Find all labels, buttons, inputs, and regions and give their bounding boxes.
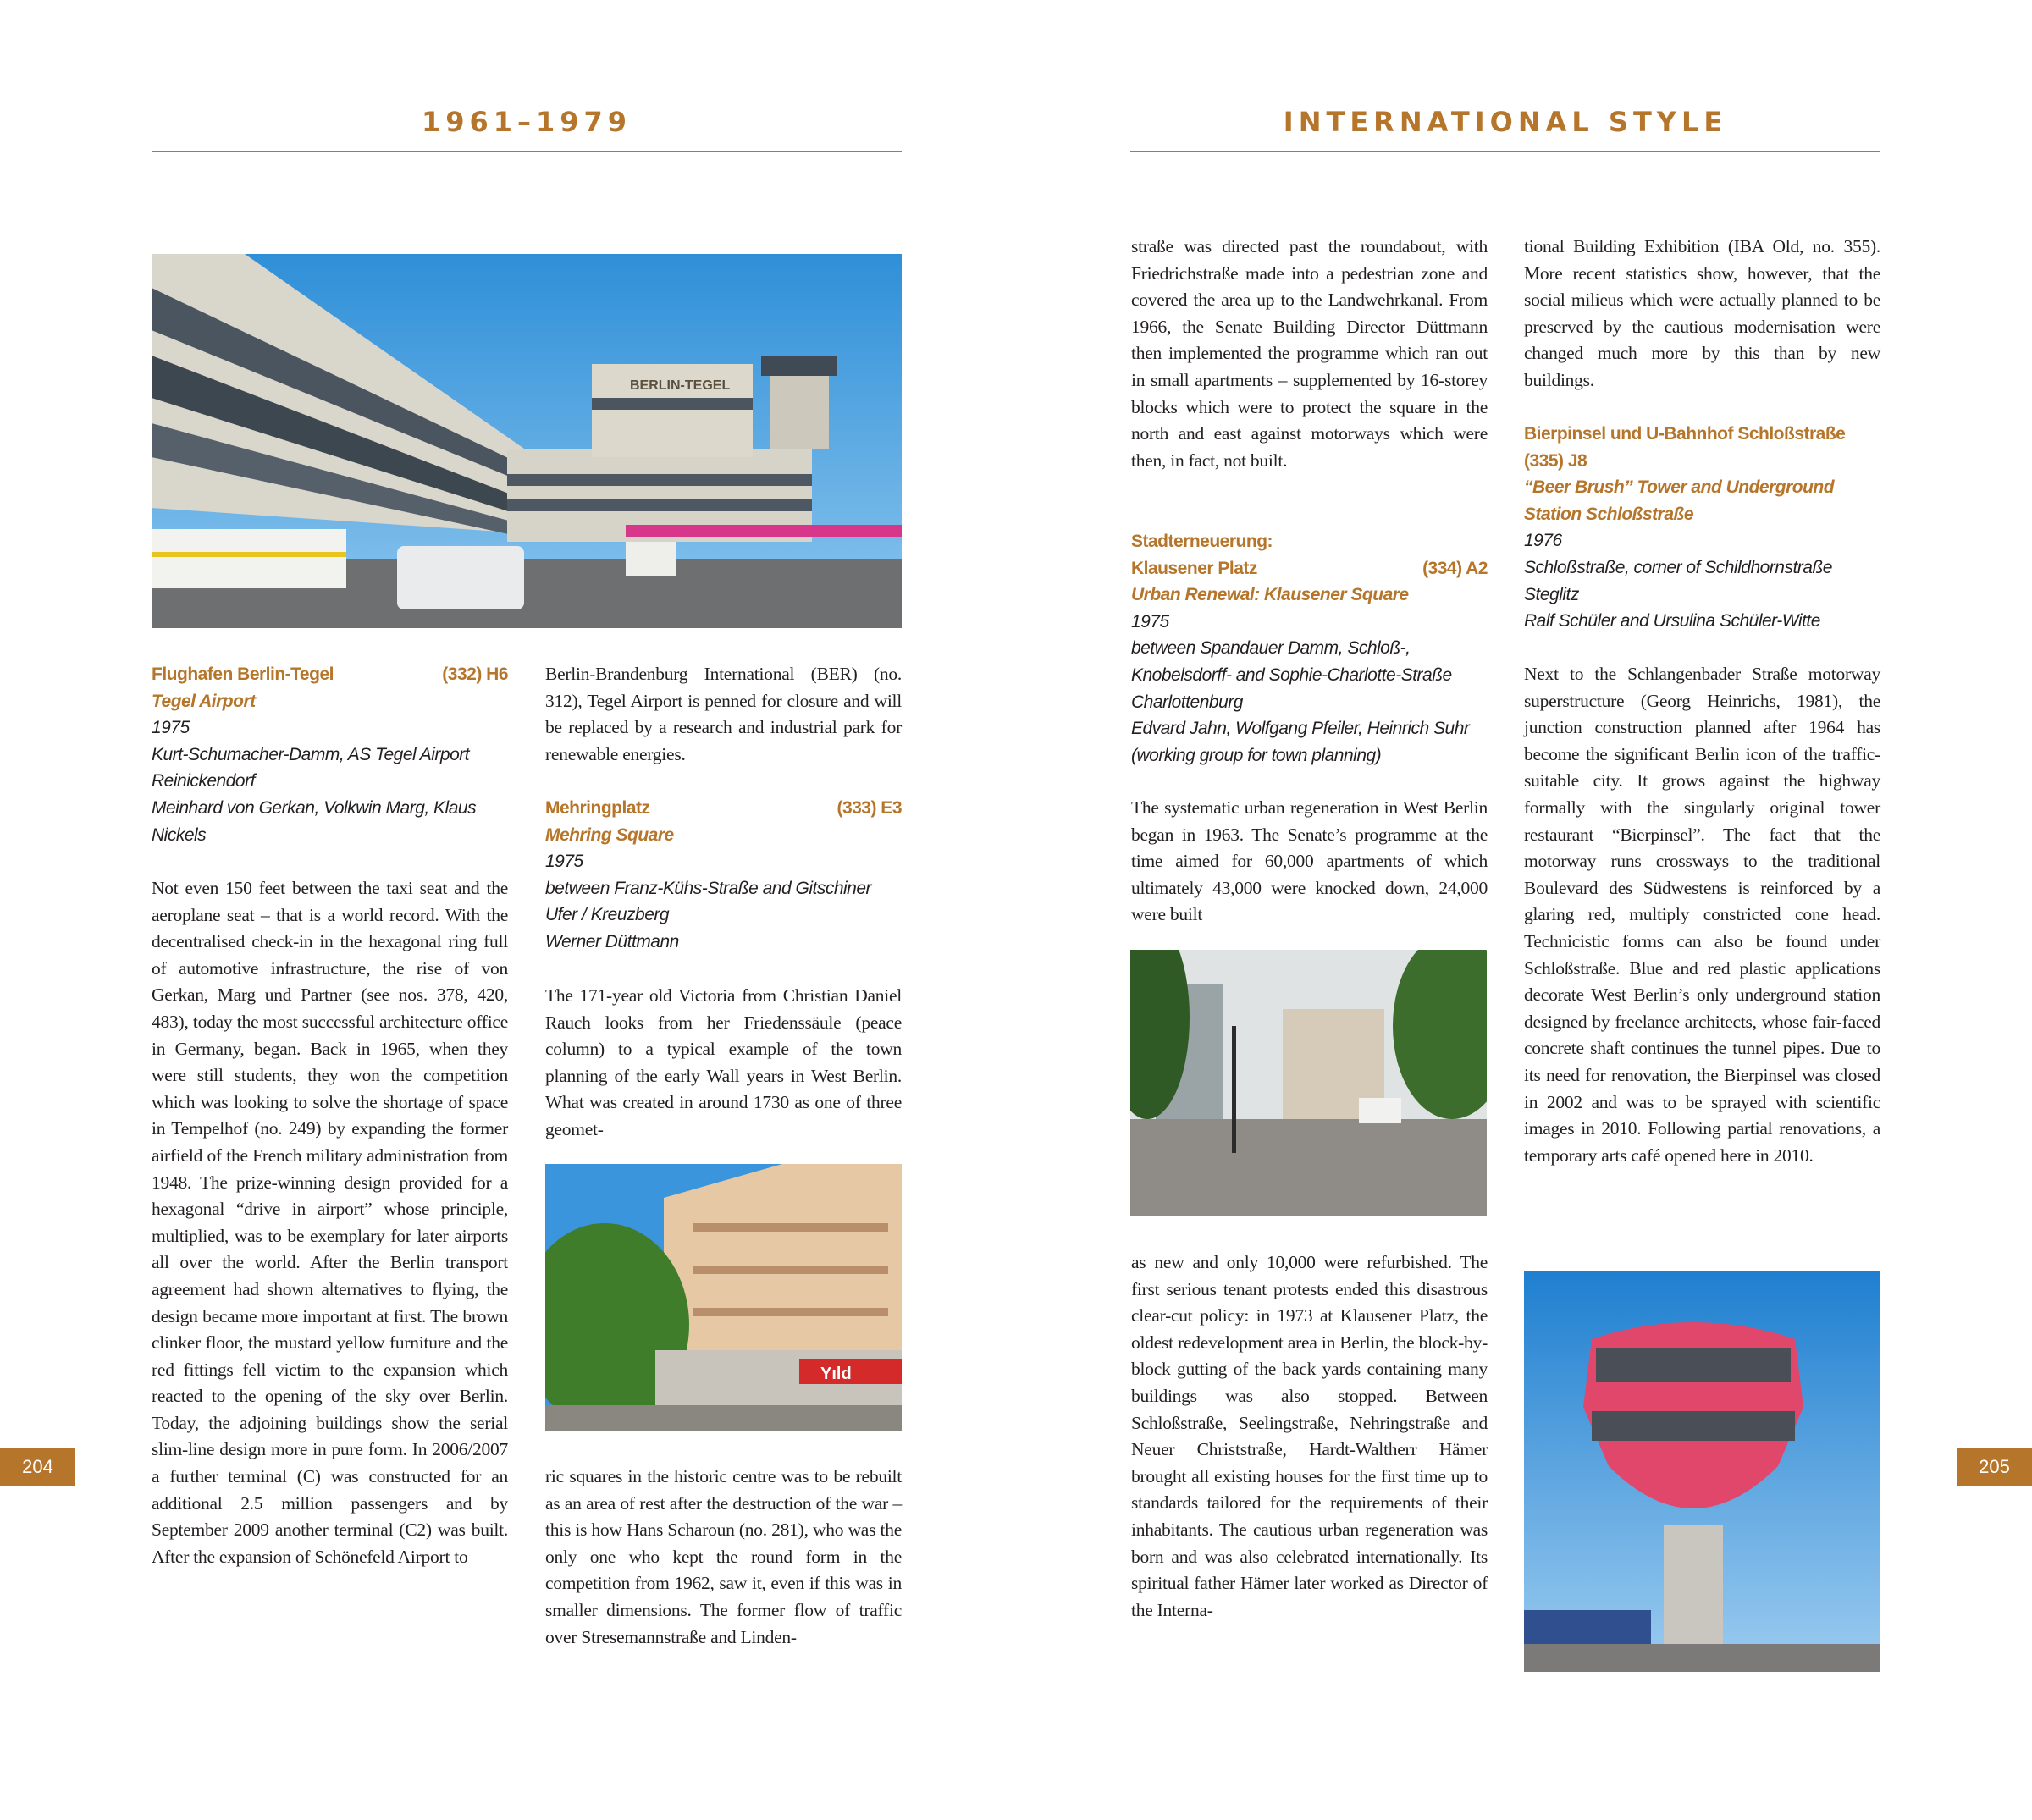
entry-address: Schloßstraße, corner of Schildhornstraße [1524,557,1832,577]
bierpinsel-photo [1524,1271,1880,1672]
entry-year: 1975 [1131,611,1169,631]
entry-mehringplatz [545,795,902,956]
entry-year: 1975 [152,718,190,738]
entry-title: Klausener Platz [1131,558,1257,578]
klausener-platz-photo [1130,950,1487,1216]
tegel-airport-photo [152,254,902,628]
entry-subtitle: “Beer Brush” Tower and Underground Station Schloßstraße [1524,477,1835,524]
entry-district: Steglitz [1524,584,1579,604]
body-text-col4: Next to the Schlangenbader Straße motorway superstructure (Georg Heinrichs, 1981), the junction construction planned after 1964 has become the significant Berlin icon of the traffic-suitable city. It grows against the highway formally with the singularly original tower restaurant “Bierpinsel”. The fact that the motorway runs crossways to the traditional Boulevard des Südwestens is reinforced by a glaring red, multiply constricted cone head. Technicistic forms can also be found under Schloßstraße. Blue and red plastic applications decorate West Berlin’s only underground station designed by freelance architects, whose fair-faced concrete shaft continues the tunnel pipes. Due to its need for renovation, the Bierpinsel was closed in 2002 and was to be sprayed with scientific images in 2010. Following partial renovations, a temporary arts café opened here in 2010. [1524,664,1880,1166]
shop-sign: Yıld [820,1365,852,1383]
body-text-col3-bottom: as new and only 10,000 were refurbished. The first serious tenant protests ended this disastrous clear-cut policy: in 1973 at Klausener Platz, the oldest redevelopment area in Berlin, the block-by-block gutting of the back yards containing many buildings was also stopped. Between Schloßstraße, Seelingstraße, Nehringstraße and Neuer Christstraße, Hardt-Waltherr Hämer brought all existing houses for the first time up to standards tailored for the requirements of their inhabitants. The cautious urban regeneration was born and was also celebrated internationally. Its spiritual father Hämer later worked as Director of the Interna- [1131,1252,1488,1620]
entry-year: 1975 [545,852,583,872]
entry-ref: (335) J8 [1524,450,1588,471]
entry-tegel [152,661,508,848]
running-head-left: 1961–1979 [421,106,632,138]
entry-title: Flughafen Berlin-Tegel [152,665,334,684]
mehringplatz-photo [545,1164,902,1431]
entry-subtitle: Mehring Square [545,825,674,845]
header-rule-left [152,151,902,152]
entry-district: Charlottenburg [1131,692,1243,712]
entry-ref: (333) E3 [837,798,902,818]
entry-bierpinsel [1524,421,1880,635]
entry-subtitle: Urban Renewal: Klausener Square [1131,585,1409,605]
entry-ref: (332) H6 [442,665,508,684]
entry-subtitle: Tegel Airport [152,691,256,711]
page-number-left: 204 [0,1448,75,1486]
running-head-right: INTERNATIONAL STYLE [1283,106,1728,138]
body-text-col2-top: Berlin-Brandenburg International (BER) (no. 312), Tegel Airport is penned for closure and will be replaced by a research and industrial park for renewable energies. [545,664,902,764]
body-text-col2-bottom: ric squares in the historic centre was to be rebuilt as an area of rest after the destruction of the war – this is how Hans Scharoun (no. 281), who was the only one who kept the round form in the competition from 1962, saw it, even if this was in smaller dimensions. The former flow of traffic over Stresemannstraße and Linden- [545,1466,902,1647]
entry-architects: Werner Düttmann [545,931,679,951]
header-rule-right [1130,151,1880,152]
body-text-col3: The systematic urban regeneration in West Berlin began in 1963. The Senate’s programme at the time aimed for 60,000 apartments of which ultimately 43,000 were knocked down, 24,000 were built [1131,797,1488,925]
entry-ref: (334) A2 [1422,558,1488,578]
entry-title: Bierpinsel und U-Bahnhof Schloßstraße [1524,424,1846,444]
entry-address: Kurt-Schumacher-Damm, AS Tegel Airport [152,744,470,764]
body-text-col1: Not even 150 feet between the taxi seat and the aeroplane seat – that is a world record. With the decentralised check-in in the hexagonal ring full of automotive infrastructure, the rise of von Gerkan, Marg und Partner (see nos. 378, 420, 483), today the most successful architecture office in Germany, began. Back in 1965, when they were still students, they won the competition which was looking to solve the shortage of space in Tempelhof (no. 249) by expanding the former airfield of the French military administration from 1948. The prize-winning design provided for a hexagonal “drive in airport” whose principle, multiplied, was to be exemplary for later airports all over the world. After the Berlin transport agreement had shown alternatives to flying, the design became more important at first. The brown clinker floor, the mustard yellow furniture and the red fittings fell victim to the expansion which reacted to the opening of the sky over Berlin. Today, the adjoining buildings show the serial slim-line design more in pure form. In 2006/2007 a further terminal (C) was constructed for an additional 2.5 million passengers and by September 2009 another terminal (C2) was built. After the expansion of Schönefeld Airport to [152,878,508,1567]
entry-architects: Meinhard von Gerkan, Volkwin Marg, Klaus Nickels [152,797,477,845]
entry-address: between Franz-Kühs-Straße and Gitschiner Ufer / Kreuzberg [545,878,872,925]
entry-architects: Ralf Schüler and Ursulina Schüler-Witte [1524,611,1820,631]
entry-district: Reinickendorf [152,771,255,791]
tegel-sign: BERLIN-TEGEL [630,378,731,393]
page-number-right: 205 [1957,1448,2032,1486]
entry-title: Mehringplatz [545,798,650,818]
body-text-col3-top: straße was directed past the roundabout, with Friedrichstraße made into a pedestrian zone and covered the area up to the Landwehrkanal. From 1966, the Senate Building Director Düttmann then implemented the programme which ran out in small apartments – supplemented by 16-storey blocks which were to protect the square in the north and east against motorways which were then, in fact, not built. [1131,236,1488,471]
entry-year: 1976 [1524,531,1562,551]
entry-architects: Edvard Jahn, Wolfgang Pfeiler, Heinrich Suhr (working group for town planning) [1131,719,1470,765]
body-text-col2: The 171-year old Victoria from Christian Daniel Rauch looks from her Friedenssäule (peace column) to a typical example of the town planning of the early Wall years in West Berlin. What was created in around 1730 as one of three geomet- [545,985,902,1139]
entry-klausener-platz [1131,528,1488,769]
body-text-col4-top: tional Building Exhibition (IBA Old, no. 355). More recent statistics show, however, that the social milieus which were actually planned to be preserved by the cautious modernisation were changed much more by this than by new buildings. [1524,236,1880,390]
entry-address: between Spandauer Damm, Schloß-, Knobelsdorff- and Sophie-Charlotte-Straße [1131,638,1452,685]
entry-title-line1: Stadterneuerung: [1131,532,1273,551]
